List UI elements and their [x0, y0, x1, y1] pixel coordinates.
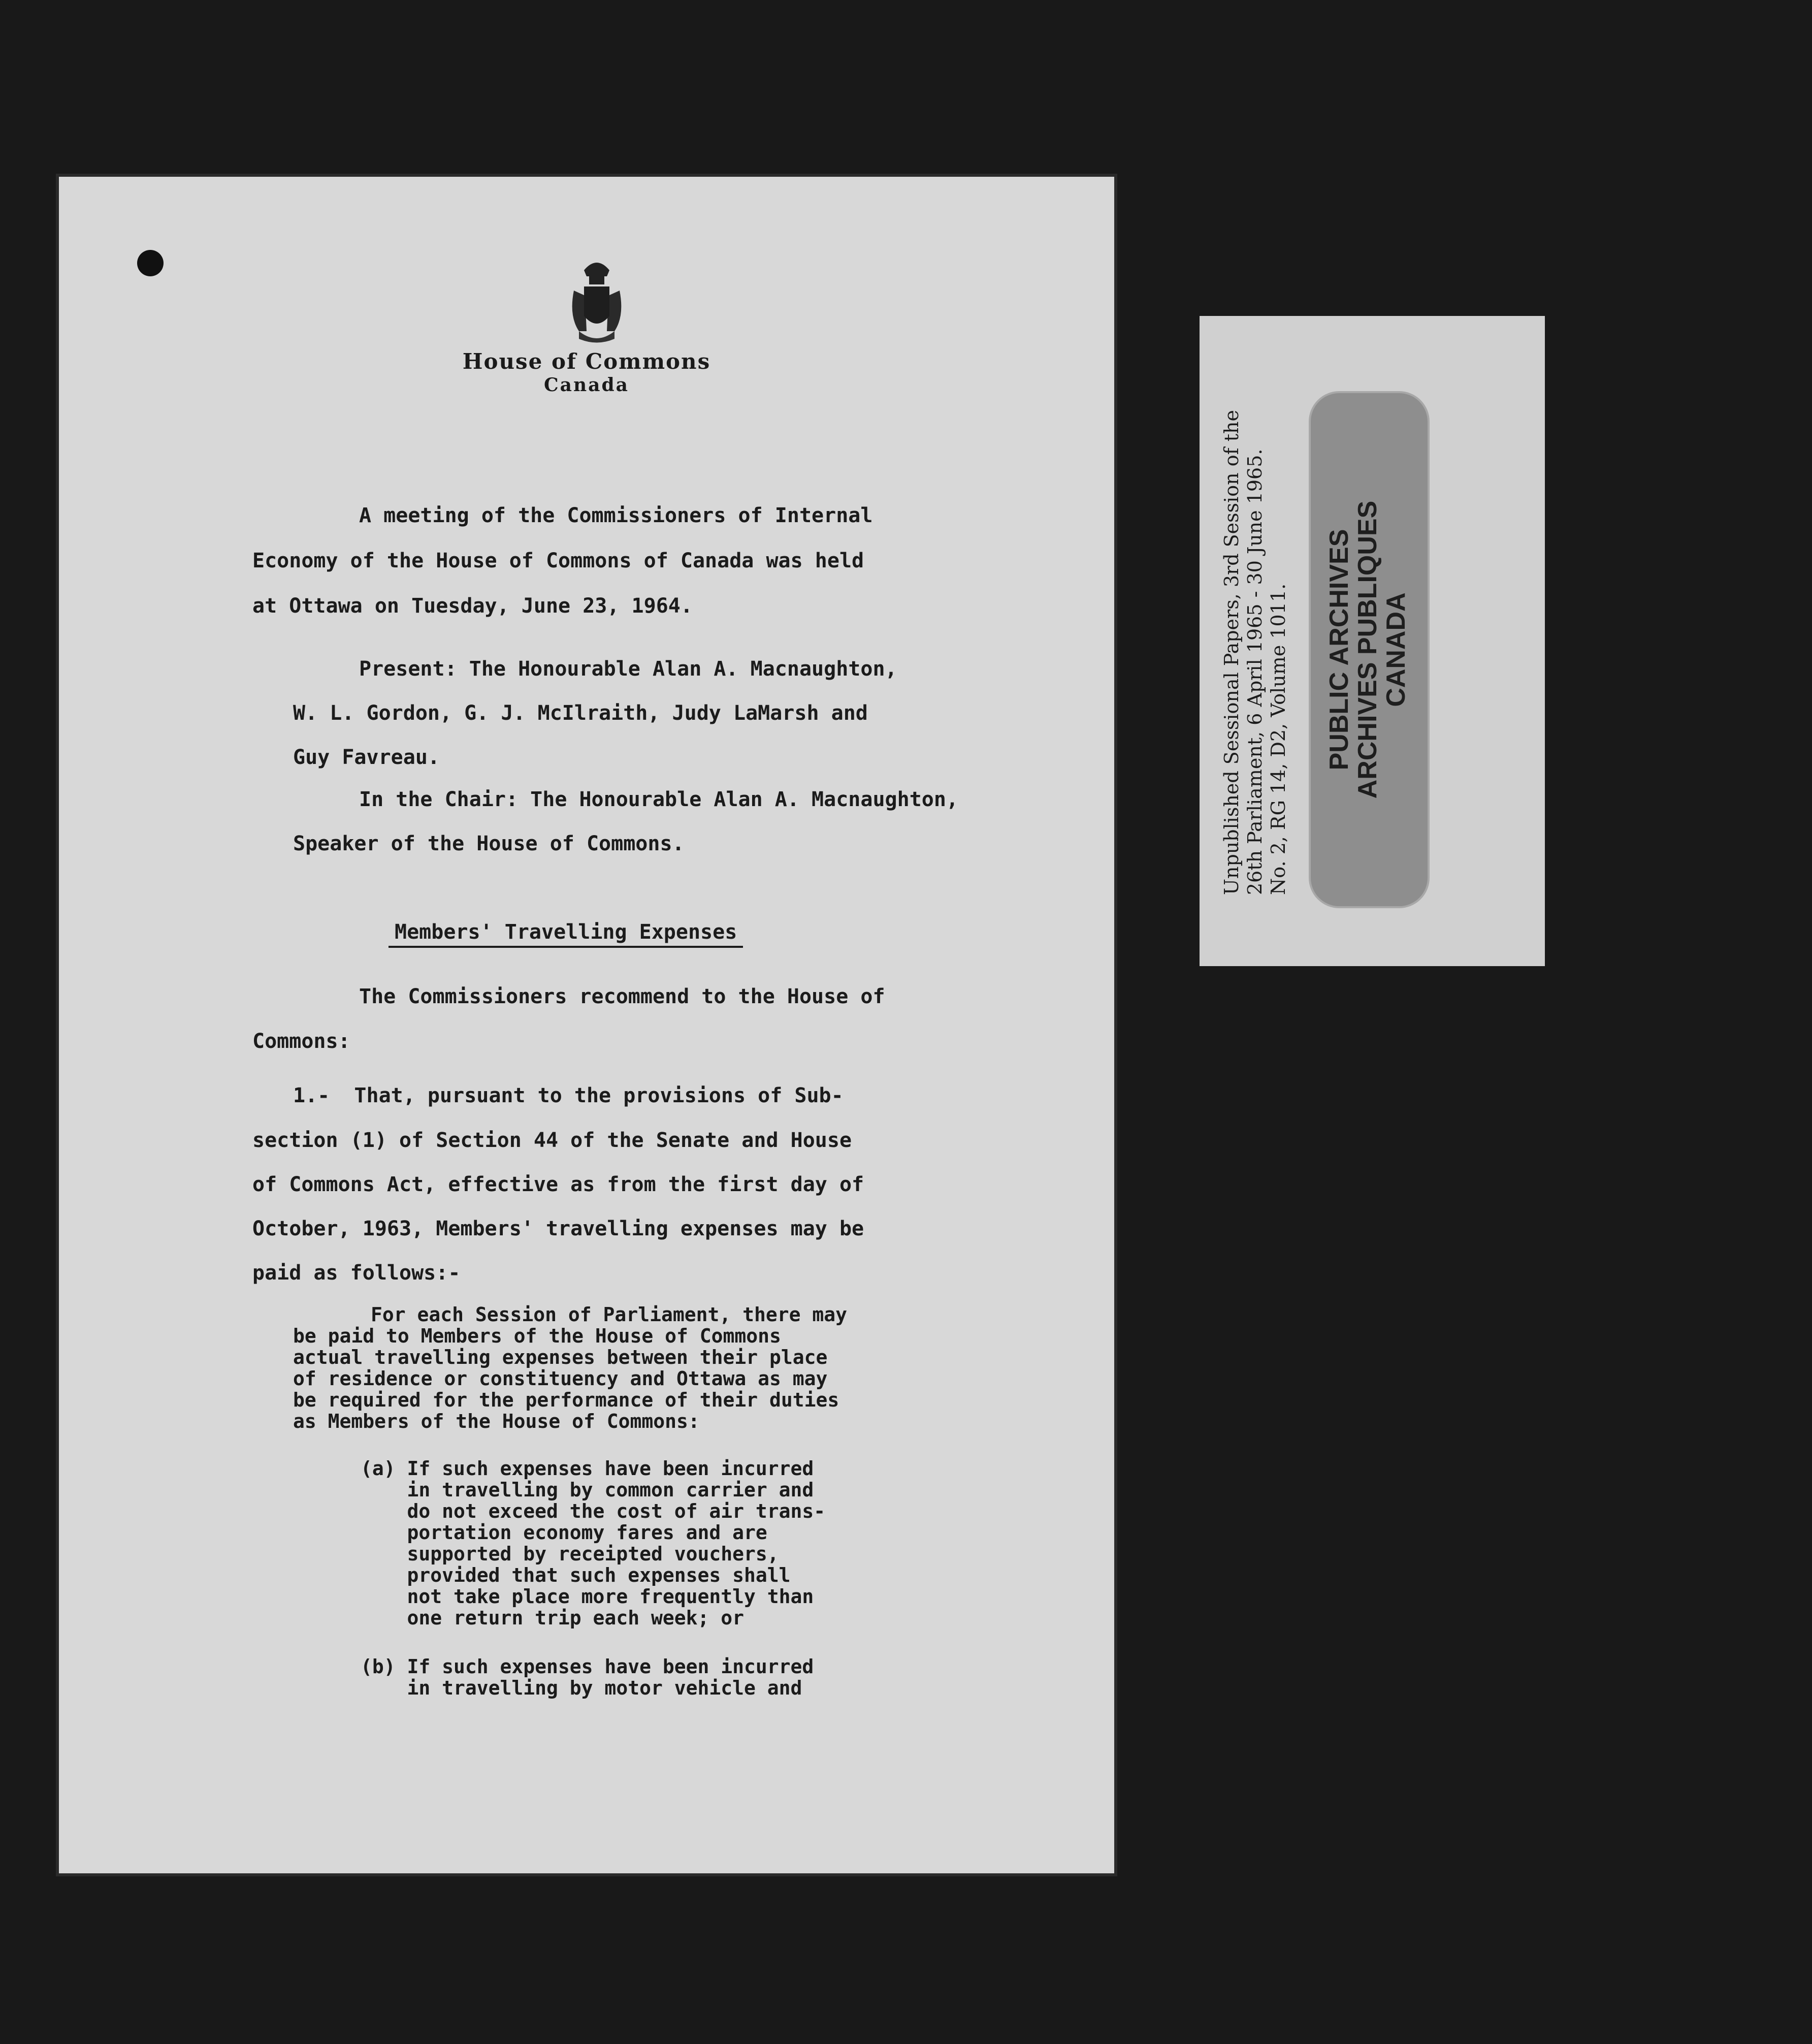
archive-label: [1200, 316, 1545, 966]
clause-a-line-8: one return trip each week; or: [361, 1607, 744, 1629]
archive-citation: [1220, 377, 1316, 895]
session-line-3: actual travelling expenses between their place: [293, 1346, 828, 1368]
item1-line-4: October, 1963, Members' travelling expenses may be: [252, 1217, 864, 1240]
letterhead-title: House of Commons: [462, 349, 711, 374]
archive-citation-line-2: 26th Parliament, 6 April 1965 - 30 June 1965.: [1244, 449, 1266, 895]
clause-a-line-5: supported by receipted vouchers,: [361, 1543, 779, 1565]
recommend-line-2: Commons:: [252, 1030, 350, 1053]
intro-line-2: Economy of the House of Commons of Canada was held: [252, 549, 864, 572]
archive-stamp: [1309, 391, 1430, 908]
session-line-6: as Members of the House of Commons:: [293, 1410, 700, 1432]
coat-of-arms-icon: [564, 255, 630, 346]
item1-line-2: section (1) of Section 44 of the Senate and House: [252, 1129, 852, 1152]
present-line-2: W. L. Gordon, G. J. McIlraith, Judy LaMarsh and: [293, 701, 868, 725]
present-line-3: Guy Favreau.: [293, 746, 440, 769]
session-line-2: be paid to Members of the House of Commons: [293, 1325, 781, 1347]
item1-line-5: paid as follows:-: [252, 1261, 461, 1285]
session-line-1: For each Session of Parliament, there may: [371, 1303, 847, 1326]
clause-a-line-1: (a) If such expenses have been incurred: [361, 1457, 814, 1480]
intro-line-1: A meeting of the Commissioners of Internal: [359, 504, 873, 527]
clause-a-line-3: do not exceed the cost of air trans-: [361, 1500, 826, 1522]
stamp-line-2: ARCHIVES PUBLIQUES: [1353, 500, 1382, 799]
item1-line-3: of Commons Act, effective as from the first day of: [252, 1173, 864, 1196]
item1-line-1: 1.- That, pursuant to the provisions of Sub-: [293, 1084, 844, 1107]
chair-line-1: In the Chair: The Honourable Alan A. Macnaughton,: [359, 788, 959, 811]
section-heading: Members' Travelling Expenses: [389, 920, 743, 948]
clause-b-line-1: (b) If such expenses have been incurred: [361, 1655, 814, 1678]
clause-a-line-6: provided that such expenses shall: [361, 1564, 791, 1586]
document-page: [56, 174, 1117, 1876]
stamp-line-3: CANADA: [1381, 592, 1411, 707]
letterhead-subtitle: Canada: [544, 374, 629, 396]
archive-citation-line-1: Unpublished Sessional Papers, 3rd Session of the: [1220, 410, 1243, 895]
stamp-line-1: PUBLIC ARCHIVES: [1324, 529, 1354, 771]
clause-a-line-2: in travelling by common carrier and: [361, 1479, 814, 1501]
clause-a-line-4: portation economy fares and are: [361, 1521, 767, 1544]
chair-line-2: Speaker of the House of Commons.: [293, 832, 685, 855]
archive-stamp-text: [1325, 477, 1416, 822]
session-line-4: of residence or constituency and Ottawa as may: [293, 1367, 828, 1390]
present-line-1: Present: The Honourable Alan A. Macnaughton,: [359, 657, 897, 681]
clause-b-line-2: in travelling by motor vehicle and: [361, 1677, 802, 1699]
punch-hole: [137, 250, 164, 276]
clause-a-line-7: not take place more frequently than: [361, 1585, 814, 1608]
session-line-5: be required for the performance of their duties: [293, 1389, 839, 1411]
intro-line-3: at Ottawa on Tuesday, June 23, 1964.: [252, 594, 693, 618]
recommend-line-1: The Commissioners recommend to the House of: [359, 985, 885, 1008]
archive-citation-line-3: No. 2, RG 14, D2, Volume 1011.: [1267, 583, 1289, 895]
